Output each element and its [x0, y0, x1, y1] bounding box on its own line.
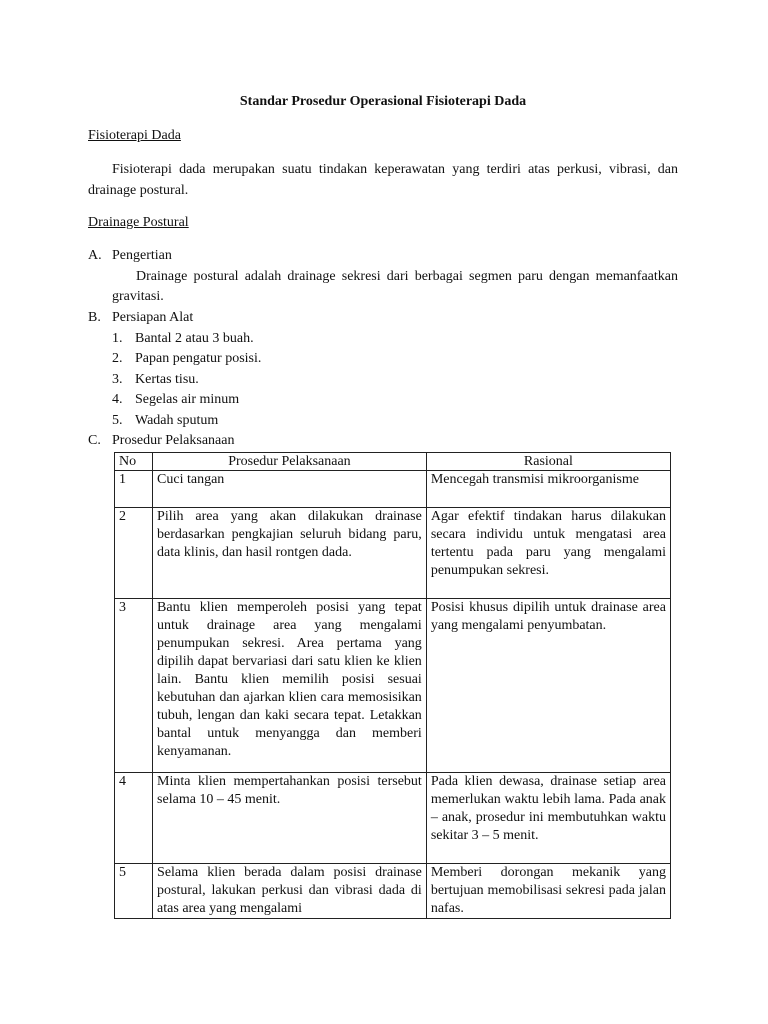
section-heading-fisioterapi-dada: Fisioterapi Dada — [88, 128, 181, 143]
procedure-step: Selama klien berada dalam posisi drainase postural, lakukan perkusi dan vibrasi dada di atas area yang mengalami — [153, 864, 427, 919]
procedure-step: Bantu klien memperoleh posisi yang tepat untuk drainage area yang mengalami penumpukan sekresi. Area pertama yang dipilih dapat bervariasi dari satu klien ke klien lain. Bantu klien memilih posisi sesuai kebutuhan dan ajarkan klien cara memosisikan tubuh, lengan dan kaki secara tepat. Letakkan bantal untuk menyangga dan memberi kenyamanan. — [153, 599, 427, 773]
table-row — [115, 599, 671, 773]
row-number: 3 — [115, 599, 153, 773]
row-number: 1 — [115, 471, 153, 508]
rationale: Memberi dorongan mekanik yang bertujuan memobilisasi sekresi pada jalan nafas. — [426, 864, 670, 919]
procedure-step: Minta klien mempertahankan posisi tersebut selama 10 – 45 menit. — [153, 773, 427, 864]
list-item: 4. Segelas air minum — [112, 392, 240, 407]
table-row — [115, 508, 671, 599]
procedure-step: Pilih area yang akan dilakukan drainase berdasarkan pengkajian seluruh bidang paru, data klinis, dan hasil rontgen dada. — [153, 508, 427, 599]
table-row — [115, 471, 671, 508]
column-header-rationale: Rasional — [426, 453, 670, 471]
list-item: 1. Bantal 2 atau 3 buah. — [112, 330, 254, 346]
procedure-step: Cuci tangan — [153, 471, 427, 508]
intro-paragraph: Fisioterapi dada merupakan suatu tindakan keperawatan yang terdiri atas perkusi, vibrasi, dan drainage postural. — [88, 162, 678, 198]
section-a — [88, 246, 678, 308]
section-b — [88, 308, 678, 431]
column-header-no: No — [115, 453, 153, 471]
section-b-marker: B. — [88, 310, 101, 325]
column-header-procedure: Prosedur Pelaksanaan — [153, 453, 427, 471]
row-number: 5 — [115, 864, 153, 919]
rationale: Posisi khusus dipilih untuk drainase area yang mengalami penyumbatan. — [426, 599, 670, 773]
procedure-table — [114, 452, 671, 919]
rationale: Agar efektif tindakan harus dilakukan secara individu untuk mengatasi area tertentu pada paru yang mengalami penumpukan sekresi. — [426, 508, 670, 599]
list-item: 2. Papan pengatur posisi. — [112, 351, 262, 366]
section-a-title: Pengertian — [112, 248, 172, 263]
section-a-text: Drainage postural adalah drainage sekresi dari berbagai segmen paru dengan memanfaatkan gravitasi. — [112, 268, 678, 304]
section-c-marker: C. — [88, 433, 101, 448]
table-header-row — [115, 453, 671, 471]
rationale: Pada klien dewasa, drainase setiap area memerlukan waktu lebih lama. Pada anak – anak, prosedur ini membutuhkan waktu sekitar 3 – 5 menit. — [426, 773, 670, 864]
section-b-title: Persiapan Alat — [112, 310, 194, 325]
section-c — [88, 431, 678, 452]
section-heading-drainage-postural: Drainage Postural — [88, 215, 189, 230]
rationale: Mencegah transmisi mikroorganisme — [426, 471, 670, 508]
section-c-title: Prosedur Pelaksanaan — [112, 433, 235, 448]
table-row — [115, 773, 671, 864]
section-a-marker: A. — [88, 248, 102, 263]
row-number: 4 — [115, 773, 153, 864]
page-title: Standar Prosedur Operasional Fisioterapi Dada — [239, 94, 527, 109]
list-item: 3. Kertas tisu. — [112, 371, 199, 387]
row-number: 2 — [115, 508, 153, 599]
table-row — [115, 864, 671, 919]
list-item: 5. Wadah sputum — [112, 412, 219, 428]
